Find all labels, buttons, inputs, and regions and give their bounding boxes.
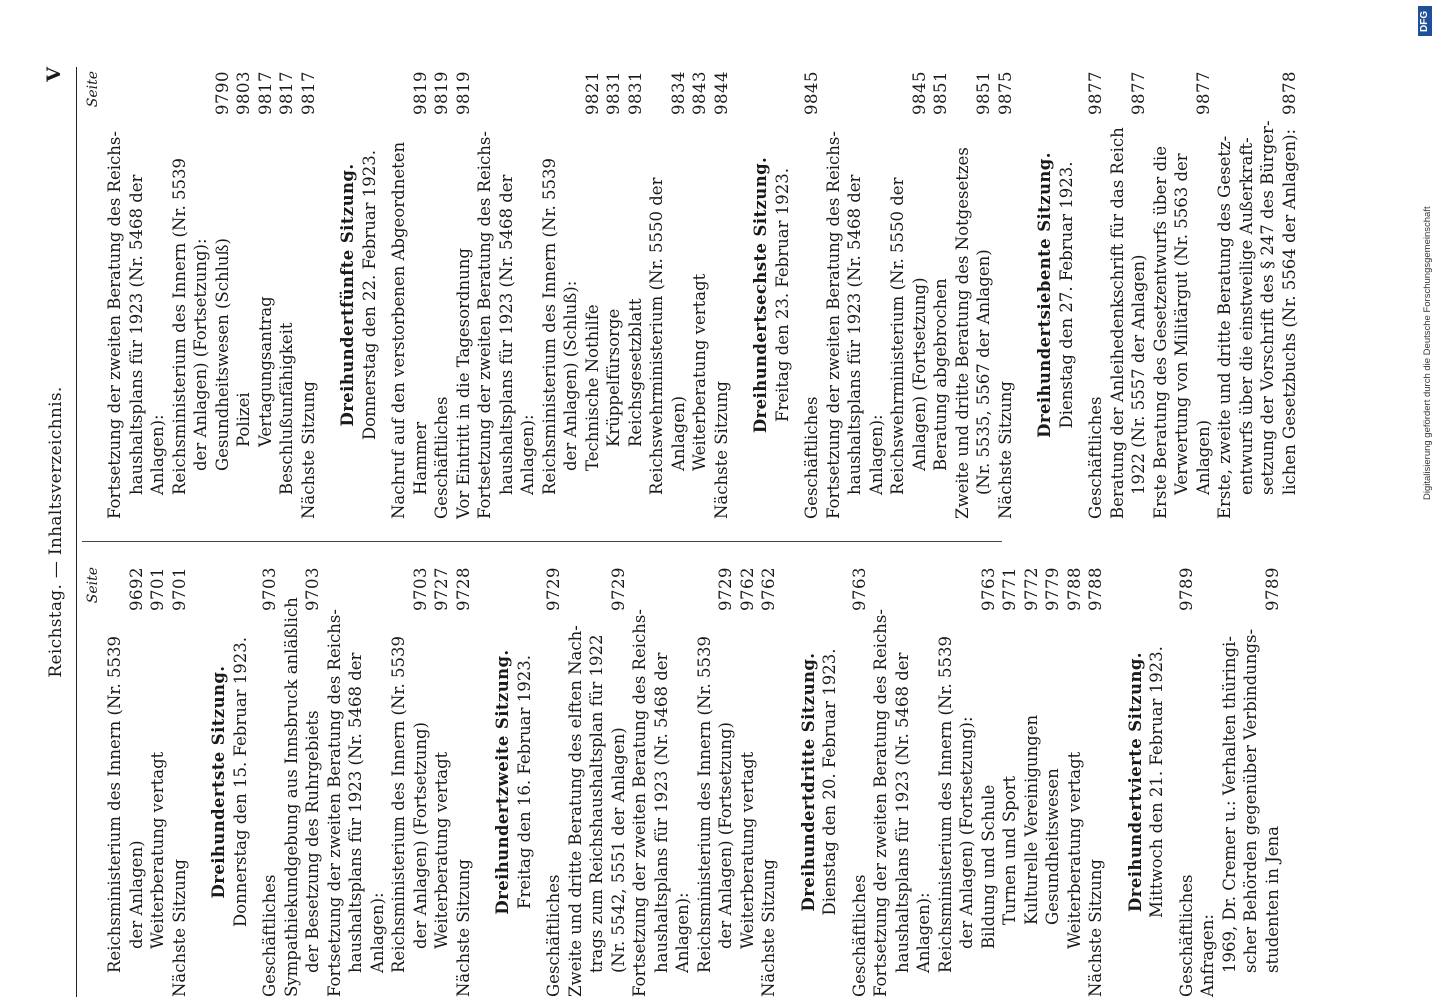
toc-entry	[565, 567, 587, 997]
toc-entry-page: 9877	[1193, 71, 1213, 115]
toc-entry-page: 9834	[668, 71, 688, 115]
toc-entry	[104, 567, 126, 997]
session-date: Dienstag den 20. Februar 1923.	[820, 648, 839, 916]
toc-entry-text: Krüppelfürsorge	[604, 308, 623, 447]
toc-entry-page: 9790	[212, 71, 232, 115]
toc-entry-text: Weiterberatung vertagt	[1064, 751, 1084, 949]
toc-entry-page: 9851	[931, 71, 950, 115]
toc-entry	[1236, 71, 1258, 519]
toc-entry-text: Geschäftliches	[1176, 874, 1196, 997]
toc-entry	[474, 71, 496, 519]
toc-entry	[1219, 567, 1241, 997]
toc-entry-page: 9727	[432, 567, 451, 611]
toc-entry	[995, 71, 1017, 519]
toc-entry	[543, 567, 565, 997]
digitization-note-text: Digitalisierung gefördert durch die Deutsche Forschungsgemeinschaft	[1422, 206, 1433, 500]
toc-entry	[1176, 567, 1198, 997]
toc-entry	[345, 567, 367, 997]
toc-entry	[276, 71, 298, 519]
toc-entry	[1064, 567, 1086, 997]
toc-entry	[1262, 567, 1284, 997]
toc-entry	[694, 567, 716, 997]
session-heading: Dreihundertsechste Sitzung.	[751, 156, 770, 434]
toc-entry	[935, 567, 957, 997]
toc-entry-page: 9843	[690, 71, 709, 115]
toc-entry	[1171, 71, 1193, 519]
session-heading: Dreihundertsiebente Sitzung.	[1035, 152, 1054, 438]
toc-entry	[1128, 71, 1150, 519]
toc-entry-text: Gesundheitswesen (Schluß)	[212, 238, 232, 471]
toc-entry-page: 9728	[453, 567, 473, 611]
toc-entry	[887, 71, 909, 519]
toc-entry-text: scher Behörden gegenüber Verbindungs-	[1241, 628, 1260, 973]
toc-entry	[823, 71, 845, 519]
toc-entry-page: 9821	[582, 71, 602, 115]
toc-entry-text: Anfragen:	[1198, 914, 1217, 997]
column-divider	[82, 541, 1002, 542]
toc-entry	[651, 567, 673, 997]
toc-entry-page: 9845	[802, 71, 821, 115]
toc-entry-text: Fortsetzung der zweiten Beratung des Reichs-	[630, 609, 649, 997]
toc-entry-page: 9779	[1043, 567, 1062, 611]
toc-entry-text: der Anlagen)	[126, 840, 146, 949]
toc-entry	[913, 567, 935, 997]
toc-entry-text: Reichsministerium des Innern (Nr. 5539	[105, 636, 124, 973]
toc-entry-text: Beschlußunfähigkeit	[277, 322, 296, 495]
toc-entry-page: 9763	[849, 567, 869, 611]
toc-entry	[431, 567, 453, 997]
toc-entry-page: 9763	[978, 567, 998, 611]
toc-entry-page: 9789	[1262, 567, 1282, 611]
toc-entry	[1042, 567, 1064, 997]
toc-entry	[169, 567, 191, 997]
toc-column-right	[84, 71, 1300, 519]
toc-entry-text: der Anlagen) (Fortsetzung):	[191, 238, 210, 471]
session-date: Freitag den 23. Februar 1923.	[772, 168, 792, 422]
toc-entry-text: trags zum Reichshaushaltsplan für 1922	[587, 634, 606, 973]
toc-entry	[870, 567, 892, 997]
toc-entry-text: Nächste Sitzung	[453, 859, 473, 997]
toc-entry-text: Geschäftliches	[802, 396, 821, 519]
toc-entry-text: entwurfs über die einstweilige Außerkraft-	[1236, 137, 1256, 495]
toc-entry	[689, 71, 711, 519]
toc-entry-text: Reichsministerium des Innern (Nr. 5539	[389, 636, 408, 973]
toc-entry-text: Fortsetzung der zweiten Beratung des Reichs-	[823, 131, 843, 519]
toc-entry-text: der Anlagen) (Fortsetzung)	[410, 722, 430, 949]
toc-entry	[956, 567, 978, 997]
toc-entry	[978, 567, 1000, 997]
toc-entry-page: 9877	[1129, 71, 1148, 115]
toc-entry	[126, 71, 148, 519]
toc-entry-text: Geschäftliches	[544, 874, 563, 997]
toc-column-left	[84, 567, 1283, 997]
dfg-logo-text: DFG	[1419, 10, 1430, 32]
toc-entry-text: Anlagen):	[914, 892, 933, 973]
toc-entry-text: Erste Beratung des Gesetzentwurfs über die	[1150, 145, 1170, 519]
session-heading: Dreihundertzweite Sitzung.	[493, 649, 512, 915]
toc-entry	[1279, 71, 1301, 519]
toc-entry	[560, 71, 582, 519]
toc-entry-text: Reichsgesetzblatt	[625, 298, 645, 447]
toc-entry-page: 9771	[1000, 567, 1019, 611]
toc-entry-text: Fortsetzung der zweiten Beratung des Reichs-	[324, 609, 344, 997]
toc-entry	[281, 567, 303, 997]
toc-entry-page: 9819	[453, 71, 473, 115]
toc-entry-text: Geschäftliches	[432, 396, 451, 519]
toc-entry-text: Weiterberatung vertagt	[148, 751, 167, 949]
toc-entry-text: Verwertung von Militärgut (Nr. 5563 der	[1172, 153, 1191, 495]
toc-entry	[668, 71, 690, 519]
toc-entry	[909, 71, 931, 519]
page-header	[43, 67, 72, 997]
toc-entry-text: Nächste Sitzung	[759, 859, 778, 997]
toc-entry-page: 9701	[148, 567, 167, 611]
toc-entry-text: Weiterberatung vertagt	[737, 751, 757, 949]
toc-entry	[388, 567, 410, 997]
toc-entry-page: 9819	[432, 71, 451, 115]
toc-entry	[1107, 71, 1129, 519]
toc-entry-text: Reichsministerium des Innern (Nr. 5539	[935, 636, 955, 973]
toc-entry-page: 9788	[1064, 567, 1084, 611]
toc-entry-page: 9703	[303, 567, 322, 611]
toc-entry	[1257, 71, 1279, 519]
toc-entry	[302, 567, 324, 997]
toc-entry	[255, 71, 277, 519]
toc-entry-text: Nachruf auf den verstorbenen Abgeordneten	[389, 141, 408, 519]
toc-entry	[259, 567, 281, 997]
toc-entry	[586, 567, 608, 997]
seite-label: Seite	[85, 567, 101, 604]
toc-entry-text: Reichsministerium des Innern (Nr. 5539	[169, 158, 189, 495]
toc-entry	[625, 71, 647, 519]
toc-entry	[410, 567, 432, 997]
toc-entry-text: Anlagen):	[367, 892, 387, 973]
toc-entry-page: 9729	[608, 567, 628, 611]
toc-entry-text: Turnen und Sport	[1000, 775, 1019, 925]
toc-entry-text: Polizei	[234, 392, 253, 447]
toc-entry-page: 9817	[298, 71, 318, 115]
running-header: Reichstag. — Inhaltsverzeichnis.	[46, 386, 66, 678]
scanned-page	[2, 7, 1392, 997]
session-heading: Dreihundertfünfte Sitzung.	[338, 163, 357, 427]
toc-entry-text: Nächste Sitzung	[995, 381, 1015, 519]
toc-entry	[126, 567, 148, 997]
toc-entry	[737, 567, 759, 997]
toc-entry	[646, 71, 668, 519]
toc-entry-page: 9817	[277, 71, 296, 115]
toc-entry-page: 9819	[410, 71, 430, 115]
toc-entry-page: 9701	[169, 567, 189, 611]
toc-entry	[212, 71, 234, 519]
toc-entry-page: 9772	[1021, 567, 1041, 611]
toc-entry-text: Hammer	[410, 421, 430, 495]
toc-entry-page: 9817	[255, 71, 275, 115]
toc-entry-text: 1969, Dr. Cremer u.: Verhalten thüringi-	[1219, 636, 1239, 973]
toc-entry	[1193, 71, 1215, 519]
toc-entry	[496, 71, 518, 519]
toc-entry	[431, 71, 453, 519]
toc-entry	[672, 567, 694, 997]
toc-entry-text: Vor Eintritt in die Tagesordnung	[453, 248, 473, 519]
toc-entry-text: Sympathiekundgebung aus Innsbruck anläßlich	[281, 597, 301, 997]
toc-entry-text: 1922 (Nr. 5557 der Anlagen)	[1129, 254, 1148, 495]
toc-entry-text: Anlagen) (Fortsetzung)	[909, 277, 929, 471]
toc-entry-text: Anlagen):	[673, 892, 692, 973]
toc-entry-text: Weiterberatung vertagt	[432, 751, 451, 949]
toc-entry-text: Weiterberatung vertagt	[690, 273, 709, 471]
dfg-logo	[1418, 6, 1432, 36]
toc-entry-text: Reichswehrministerium (Nr. 5550 der	[647, 177, 666, 495]
toc-entry-text: Fortsetzung der zweiten Beratung des Reichs-	[105, 131, 124, 519]
toc-entry-page: 9762	[759, 567, 778, 611]
toc-entry-text: Nächste Sitzung	[711, 381, 731, 519]
toc-entry	[147, 567, 169, 997]
toc-entry-text: (Nr. 5535, 5567 der Anlagen)	[974, 249, 993, 495]
toc-entry-text: Reichsministerium des Innern (Nr. 5539	[694, 636, 714, 973]
toc-entry-text: Reichsministerium des Innern (Nr. 5539	[539, 158, 559, 495]
toc-entry-page: 9877	[1086, 71, 1105, 115]
toc-entry-text: Zweite und dritte Beratung des elften Nach-	[565, 625, 585, 997]
toc-entry	[973, 71, 995, 519]
toc-entry	[866, 71, 888, 519]
toc-entry-text: Nächste Sitzung	[169, 859, 189, 997]
toc-entry	[190, 71, 212, 519]
toc-entry-page: 9851	[974, 71, 993, 115]
toc-entry-text: der Besetzung des Ruhrgebiets	[303, 710, 322, 973]
toc-entry	[711, 71, 733, 519]
toc-entry-text: der Anlagen) (Fortsetzung)	[716, 722, 735, 949]
toc-entry-page: 9878	[1279, 71, 1299, 115]
toc-entry	[453, 567, 475, 997]
toc-entry-page: 9844	[711, 71, 731, 115]
toc-entry	[233, 71, 255, 519]
toc-entry-text: Erste, zweite und dritte Beratung des Gesetz-	[1215, 135, 1234, 519]
toc-entry-page: 9703	[410, 567, 430, 611]
toc-entry-text: Anlagen):	[866, 414, 886, 495]
toc-entry	[999, 567, 1021, 997]
toc-entry-text: haushaltsplans für 1923 (Nr. 5468 der	[346, 652, 365, 973]
toc-entry	[1240, 567, 1262, 997]
toc-entry-page: 9831	[625, 71, 645, 115]
session-date: Donnerstag den 15. Februar 1923.	[230, 636, 250, 928]
toc-entry	[388, 71, 410, 519]
toc-entry	[849, 567, 871, 997]
toc-entry-text: Fortsetzung der zweiten Beratung des Reichs-	[871, 609, 890, 997]
toc-entry-page: 9762	[737, 567, 757, 611]
toc-entry-text: Anlagen)	[668, 395, 688, 471]
toc-entry	[104, 71, 126, 519]
toc-entry	[892, 567, 914, 997]
toc-entry-text: studenten in Jena	[1262, 826, 1282, 973]
seite-label: Seite	[85, 71, 101, 108]
session-date: Freitag den 16. Februar 1923.	[514, 655, 534, 909]
session-heading: Dreihundertste Sitzung.	[209, 665, 228, 899]
toc-entry	[169, 71, 191, 519]
toc-entry	[1085, 71, 1107, 519]
toc-entry-page: 9875	[995, 71, 1015, 115]
toc-entry-text: Reichswehrministerium (Nr. 5550 der	[888, 177, 907, 495]
toc-entry	[758, 567, 780, 997]
toc-entry-text: Nächste Sitzung	[298, 381, 318, 519]
toc-entry	[1197, 567, 1219, 997]
toc-entry-page: 9729	[716, 567, 735, 611]
header-rule	[76, 67, 77, 997]
toc-entry-page: 9803	[234, 71, 253, 115]
session-date: Dienstag den 27. Februar 1923.	[1056, 161, 1076, 429]
toc-entry-text: haushaltsplans für 1923 (Nr. 5468 der	[126, 174, 146, 495]
session-heading: Dreihundertvierte Sitzung.	[1125, 652, 1145, 912]
toc-entry-page: 9845	[909, 71, 929, 115]
session-date: Mittwoch den 21. Februar 1923.	[1147, 646, 1166, 918]
toc-entry-text: Geschäftliches	[1086, 396, 1105, 519]
toc-entry-text: haushaltsplans für 1923 (Nr. 5468 der	[845, 174, 864, 495]
toc-entry-text: Anlagen)	[1193, 419, 1213, 495]
toc-entry	[603, 71, 625, 519]
toc-entry-text: Geschäftliches	[849, 874, 869, 997]
toc-entry-text: Gesundheitswesen	[1043, 768, 1062, 925]
toc-entry-text: Bildung und Schule	[978, 784, 998, 949]
toc-entry-page: 9831	[604, 71, 623, 115]
toc-entry-text: Fortsetzung der zweiten Beratung des Reichs-	[475, 131, 494, 519]
toc-entry	[324, 567, 346, 997]
toc-entry	[539, 71, 561, 519]
toc-entry-page: 9789	[1176, 567, 1196, 611]
toc-entry	[801, 71, 823, 519]
toc-entry-text: Beratung abgebrochen	[931, 278, 950, 471]
toc-entry	[715, 567, 737, 997]
toc-entry	[1085, 567, 1107, 997]
toc-entry	[517, 71, 539, 519]
toc-entry	[410, 71, 432, 519]
toc-entry-text: Nächste Sitzung	[1086, 859, 1105, 997]
toc-entry	[1021, 567, 1043, 997]
toc-entry-text: (Nr. 5542, 5551 der Anlagen)	[608, 727, 628, 973]
toc-entry-text: haushaltsplans für 1923 (Nr. 5468 der	[892, 652, 912, 973]
toc-entry	[844, 71, 866, 519]
toc-entry-text: haushaltsplans für 1923 (Nr. 5468 der	[651, 652, 671, 973]
toc-entry-text: haushaltsplans für 1923 (Nr. 5468 der	[496, 174, 516, 495]
toc-entry-page: 9692	[126, 567, 146, 611]
toc-entry-text: Geschäftliches	[260, 874, 279, 997]
toc-entry	[629, 567, 651, 997]
toc-entry	[147, 71, 169, 519]
session-date: Donnerstag den 22. Februar 1923.	[359, 149, 379, 441]
toc-entry-text: Anlagen):	[148, 414, 167, 495]
toc-entry-text: setzung der Vorschrift des § 247 des Bürger-	[1258, 120, 1277, 495]
toc-entry-text: der Anlagen) (Fortsetzung):	[957, 716, 976, 949]
toc-entry	[1150, 71, 1172, 519]
toc-entry	[453, 71, 475, 519]
toc-entry-text: Kulturelle Vereinigungen	[1021, 714, 1041, 925]
toc-entry-text: Anlagen):	[518, 414, 537, 495]
toc-entry-page: 9703	[260, 567, 279, 611]
toc-entry	[582, 71, 604, 519]
toc-entry-page: 9729	[544, 567, 563, 611]
toc-entry-text: Beratung der Anleihedenkschrift für das Reich	[1107, 127, 1127, 519]
toc-entry-page: 9788	[1086, 567, 1105, 611]
toc-entry-text: Technische Nothilfe	[582, 304, 602, 471]
toc-entry-text: Zweite und dritte Beratung des Notgesetzes	[952, 147, 972, 519]
toc-entry-text: der Anlagen) (Schluß):	[561, 280, 580, 471]
toc-entry	[608, 567, 630, 997]
toc-entry-text: lichen Gesetzbuchs (Nr. 5564 der Anlagen):	[1279, 128, 1299, 495]
session-heading: Dreihundertdritte Sitzung.	[798, 652, 818, 912]
toc-entry	[930, 71, 952, 519]
toc-entry-text: Vertagungsantrag	[255, 296, 275, 447]
toc-entries-right	[104, 71, 1300, 519]
toc-entry	[367, 567, 389, 997]
page-number: V	[43, 67, 65, 82]
toc-entry	[952, 71, 974, 519]
toc-entries-left	[104, 567, 1283, 997]
toc-entry	[298, 71, 320, 519]
toc-entry	[1214, 71, 1236, 519]
